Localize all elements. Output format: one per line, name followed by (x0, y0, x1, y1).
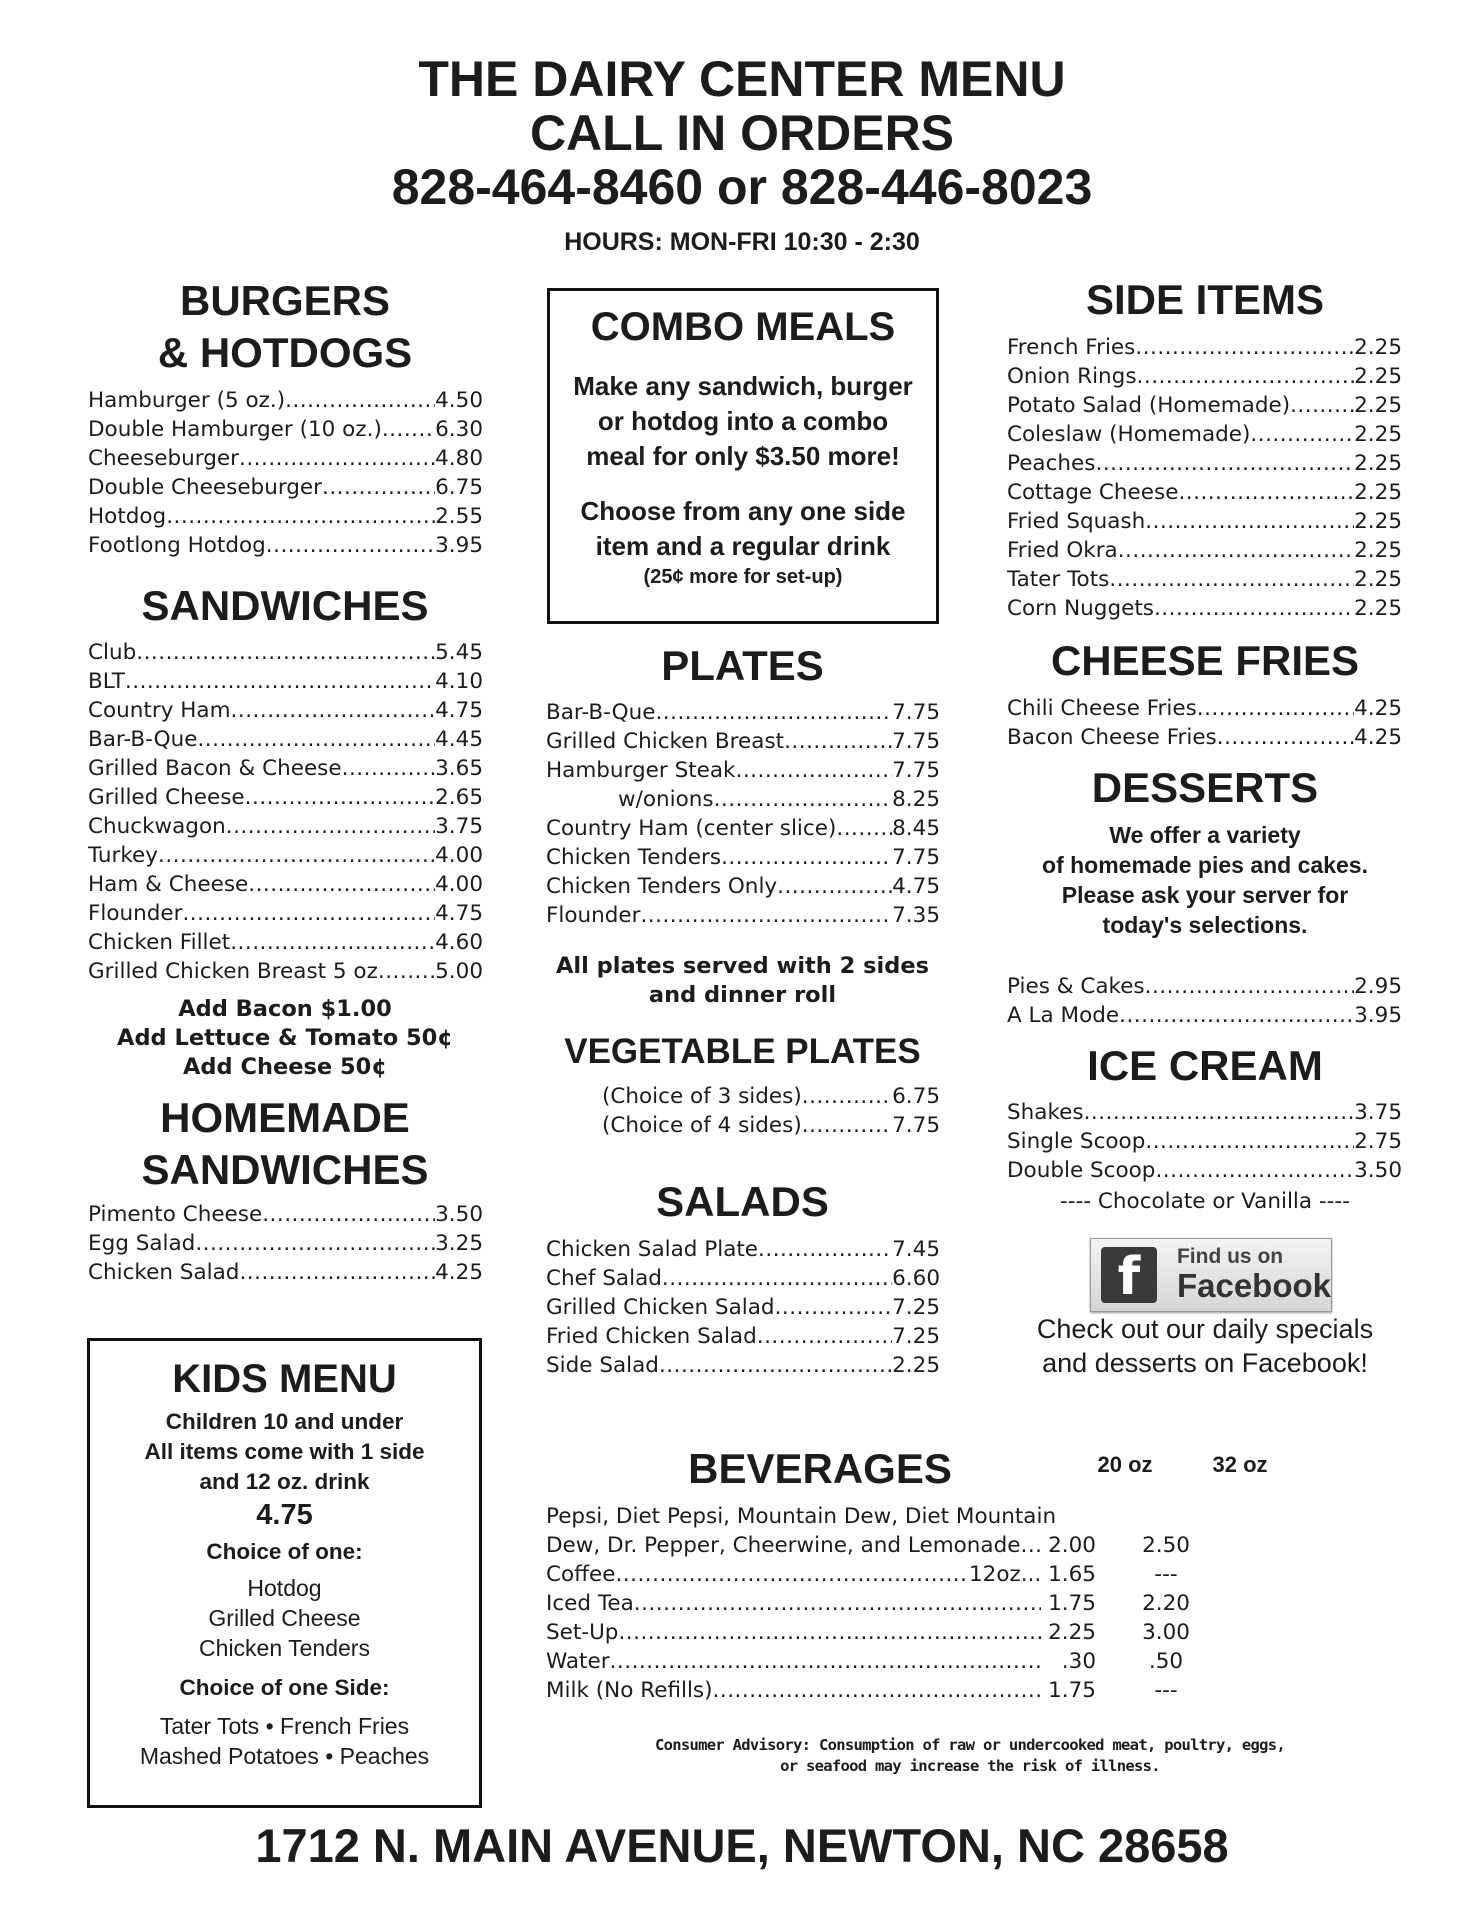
menu-item: Double Cheeseburger ..... 6.75 (88, 473, 483, 502)
menu-item: Hotdog ..... 2.55 (88, 502, 483, 531)
menu-item: A La Mode ..... 3.95 (1007, 1001, 1402, 1030)
plates-note: All plates served with 2 sides and dinner roll (556, 953, 929, 1008)
beverage-item: Set-Up ..... 2.25 3.00 (546, 1618, 1326, 1647)
menu-item: Chicken Tenders Only ..... 4.75 (546, 872, 940, 901)
beverage-item: Water ..... .30 .50 (546, 1647, 1326, 1676)
menu-item: Chicken Salad Plate ..... 7.45 (546, 1235, 940, 1264)
ice-cream-flavors: ---- Chocolate or Vanilla ---- (1060, 1189, 1350, 1214)
menu-item: Country Ham ..... 4.75 (88, 696, 483, 725)
combo-choose: Choose from any one side (580, 496, 906, 526)
cheese-fries-title: CHEESE FRIES (1050, 637, 1360, 684)
menu-item: Footlong Hotdog ..... 3.95 (88, 531, 483, 560)
salads-title: SALADS (656, 1178, 829, 1225)
desserts-desc: We offer a variety of homemade pies and cakes. Please ask your server for today's selections. (1042, 822, 1368, 938)
combo-desc: meal for only $3.50 more! (586, 441, 900, 471)
menu-item: (Choice of 4 sides) ..... 7.75 (602, 1111, 940, 1140)
menu-item: Chili Cheese Fries ..... 4.25 (1007, 694, 1402, 723)
menu-item: Bar-B-Que ..... 4.45 (88, 725, 483, 754)
beverage-line: Pepsi, Diet Pepsi, Mountain Dew, Diet Mountain (546, 1504, 1057, 1529)
call-in-heading: CALL IN ORDERS (529, 105, 955, 161)
beverage-item: Milk (No Refills) ..... 1.75 --- (546, 1676, 1326, 1705)
kids-drink: and 12 oz. drink (199, 1469, 370, 1494)
vegetable-plates-title: VEGETABLE PLATES (564, 1032, 921, 1071)
menu-item: Onion Rings ..... 2.25 (1007, 362, 1402, 391)
address: 1712 N. MAIN AVENUE, NEWTON, NC 28658 (255, 1819, 1229, 1872)
menu-item: Fried Okra ..... 2.25 (1007, 536, 1402, 565)
combo-desc: or hotdog into a combo (597, 406, 889, 436)
kids-side-label: Choice of one Side: (179, 1675, 390, 1700)
kids-choice-item: Grilled Cheese (208, 1605, 361, 1631)
facebook-icon: f (1101, 1247, 1157, 1303)
menu-item: Flounder ..... 7.35 (546, 901, 940, 930)
kids-includes: All items come with 1 side (144, 1439, 425, 1464)
menu-item: Grilled Bacon & Cheese ..... 3.65 (88, 754, 483, 783)
menu-item: Country Ham (center slice) ..... 8.45 (546, 814, 940, 843)
menu-item: Pimento Cheese ..... 3.50 (88, 1200, 483, 1229)
menu-item: Hamburger (5 oz.) ..... 4.50 (88, 386, 483, 415)
menu-item: Peaches ..... 2.25 (1007, 449, 1402, 478)
menu-item: (Choice of 3 sides) ..... 6.75 (602, 1082, 940, 1111)
kids-choice-item: Chicken Tenders (199, 1635, 370, 1661)
combo-note: (25¢ more for set-up) (643, 566, 843, 588)
homemade-list (88, 1200, 483, 1287)
kids-menu-title: KIDS MENU (172, 1357, 397, 1401)
menu-item: Pies & Cakes ..... 2.95 (1007, 972, 1402, 1001)
menu-item: Grilled Chicken Salad ..... 7.25 (546, 1293, 940, 1322)
kids-sides: Tater Tots • French Fries (159, 1713, 410, 1739)
desserts-list (1007, 972, 1402, 1030)
menu-item: Grilled Chicken Breast 5 oz ..... 5.00 (88, 957, 483, 986)
menu-item: Grilled Cheese ..... 2.65 (88, 783, 483, 812)
menu-item: Hamburger Steak ..... 7.75 (546, 756, 940, 785)
menu-item: Cheeseburger ..... 4.80 (88, 444, 483, 473)
plates-title: PLATES (661, 642, 824, 689)
kids-age: Children 10 and under (165, 1409, 404, 1434)
menu-item: Double Hamburger (10 oz.) ..... 6.30 (88, 415, 483, 444)
burgers-list (88, 386, 483, 560)
kids-choice-label: Choice of one: (206, 1539, 363, 1564)
menu-item: Egg Salad ..... 3.25 (88, 1229, 483, 1258)
menu-item: Cottage Cheese ..... 2.25 (1007, 478, 1402, 507)
menu-item: Coleslaw (Homemade) ..... 2.25 (1007, 420, 1402, 449)
beverages-list (546, 1502, 1326, 1705)
ice-cream-list (1007, 1098, 1402, 1185)
homemade-title: HOMEMADE SANDWICHES (141, 1094, 429, 1193)
kids-choice-item: Hotdog (247, 1575, 322, 1601)
menu-item: Chicken Salad ..... 4.25 (88, 1258, 483, 1287)
menu-item: Chuckwagon ..... 3.75 (88, 812, 483, 841)
beverage-item: Iced Tea ..... 1.75 2.20 (546, 1589, 1326, 1618)
salads-list (546, 1235, 940, 1380)
menu-item: Bacon Cheese Fries ..... 4.25 (1007, 723, 1402, 752)
menu-item: Bar-B-Que ..... 7.75 (546, 698, 940, 727)
side-items-list (1007, 333, 1402, 623)
menu-item: Flounder ..... 4.75 (88, 899, 483, 928)
kids-sides: Mashed Potatoes • Peaches (139, 1743, 430, 1769)
facebook-message: Check out our daily specials and desserts on Facebook! (1036, 1314, 1374, 1378)
menu-item: w/onions ..... 8.25 (546, 785, 940, 814)
side-items-title: SIDE ITEMS (1085, 276, 1325, 323)
facebook-badge-text: Find us on Facebook (1176, 1245, 1331, 1304)
menu-item: Potato Salad (Homemade) ..... 2.25 (1007, 391, 1402, 420)
plates-list (546, 698, 940, 930)
beverage-item: Coffee ..... 12oz... 1.65 --- (546, 1560, 1326, 1589)
hours: HOURS: MON-FRI 10:30 - 2:30 (564, 228, 920, 256)
menu-item: Shakes ..... 3.75 (1007, 1098, 1402, 1127)
menu-item: Turkey ..... 4.00 (88, 841, 483, 870)
beverages-title: BEVERAGES (688, 1445, 952, 1492)
menu-item: Chicken Tenders ..... 7.75 (546, 843, 940, 872)
menu-item: Single Scoop ..... 2.75 (1007, 1127, 1402, 1156)
burgers-title: BURGERS & HOTDOGS (157, 277, 413, 376)
sandwiches-title: SANDWICHES (141, 582, 429, 629)
menu-item: Fried Chicken Salad ..... 7.25 (546, 1322, 940, 1351)
beverage-col-20oz: 20 oz (1097, 1452, 1153, 1477)
combo-choose: item and a regular drink (595, 531, 891, 561)
menu-item: Ham & Cheese ..... 4.00 (88, 870, 483, 899)
sandwich-addons: Add Bacon $1.00 Add Lettuce & Tomato 50¢ Add Cheese 50¢ (117, 996, 453, 1080)
menu-title: THE DAIRY CENTER MENU (418, 51, 1066, 107)
combo-meals-box (547, 288, 939, 624)
consumer-advisory: Consumer Advisory: Consumption of raw or undercooked meat, poultry, eggs, or seafood may increase the risk of illness. (654, 1736, 1286, 1775)
combo-desc: Make any sandwich, burger (573, 371, 913, 401)
menu-item: BLT ..... 4.10 (88, 667, 483, 696)
menu-item: Grilled Chicken Breast ..... 7.75 (546, 727, 940, 756)
ice-cream-title: ICE CREAM (1087, 1042, 1323, 1089)
kids-price: 4.75 (256, 1499, 313, 1531)
menu-item: Club ..... 5.45 (88, 638, 483, 667)
menu-item: Fried Squash ..... 2.25 (1007, 507, 1402, 536)
beverage-col-32oz: 32 oz (1212, 1452, 1268, 1477)
menu-item: Chicken Fillet ..... 4.60 (88, 928, 483, 957)
facebook-badge[interactable] (1090, 1238, 1332, 1312)
vegetable-plates-list (602, 1082, 940, 1140)
menu-item: French Fries ..... 2.25 (1007, 333, 1402, 362)
kids-menu-box (87, 1338, 482, 1808)
menu-item: Chef Salad ..... 6.60 (546, 1264, 940, 1293)
menu-item: Corn Nuggets ..... 2.25 (1007, 594, 1402, 623)
cheese-fries-list (1007, 694, 1402, 752)
menu-item: Tater Tots ..... 2.25 (1007, 565, 1402, 594)
menu-item: Double Scoop ..... 3.50 (1007, 1156, 1402, 1185)
phone-numbers: 828-464-8460 or 828-446-8023 (391, 159, 1093, 215)
desserts-title: DESSERTS (1091, 764, 1319, 811)
sandwiches-list (88, 638, 483, 986)
menu-item: Side Salad ..... 2.25 (546, 1351, 940, 1380)
beverage-item: Dew, Dr. Pepper, Cheerwine, and Lemonade ..... 2.00 2.50 (546, 1531, 1326, 1560)
combo-title: COMBO MEALS (590, 305, 896, 349)
